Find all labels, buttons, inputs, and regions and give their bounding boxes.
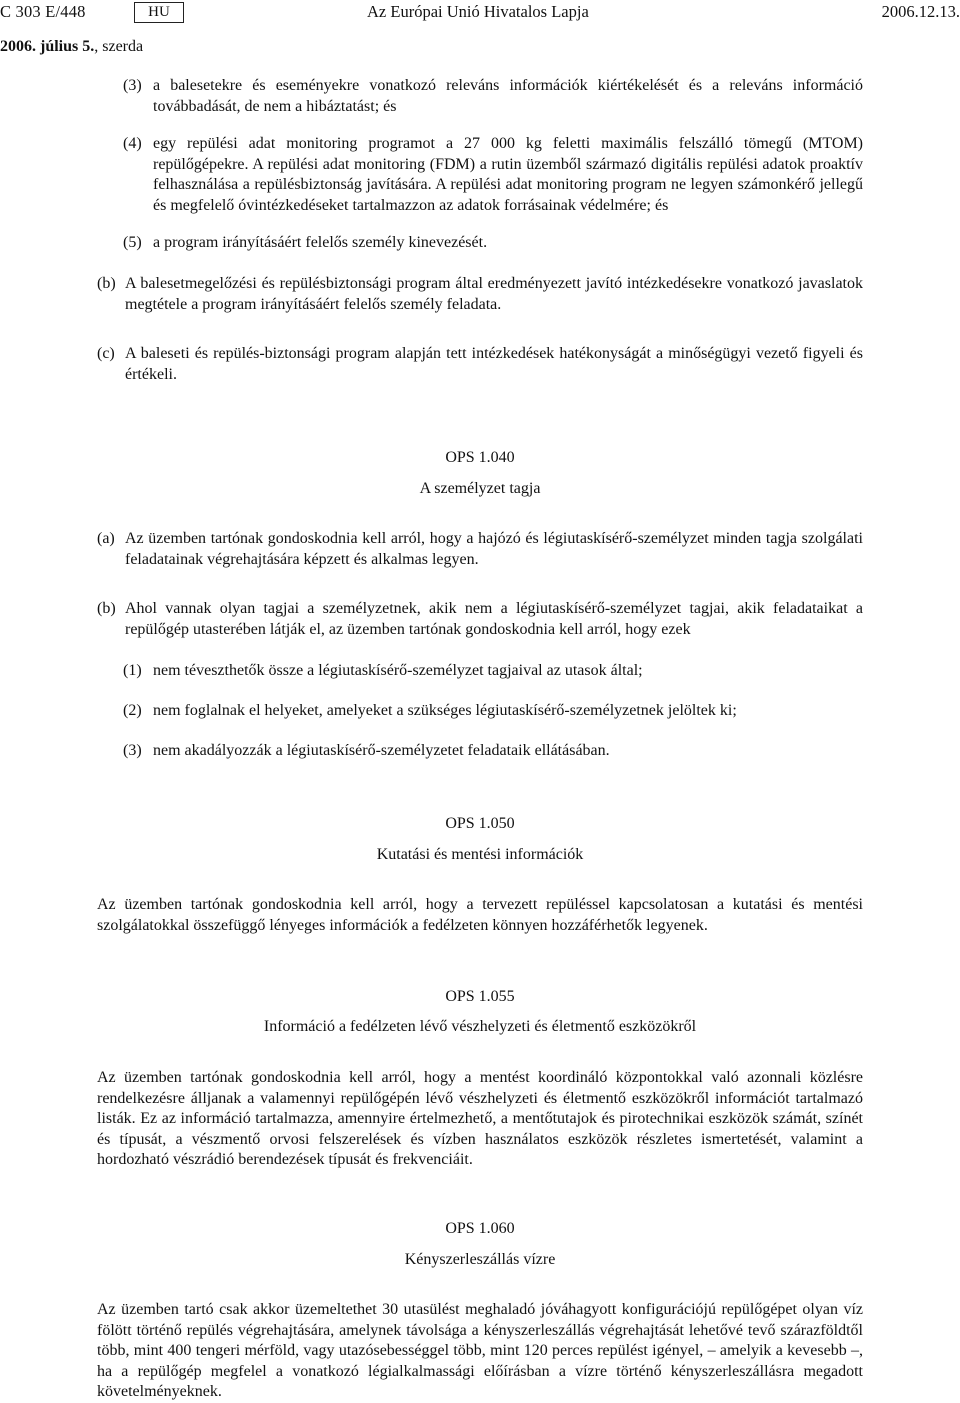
section-code: OPS 1.060 — [445, 1220, 515, 1237]
item-letter: (c) — [97, 345, 115, 362]
list-item — [123, 741, 863, 762]
section-title: Kényszerleszállás vízre — [404, 1251, 556, 1268]
section-code: OPS 1.050 — [445, 815, 515, 832]
list-item — [97, 599, 863, 640]
item-text: nem akadályozzák a légiutaskísérő-személyzetet feladataik ellátásában. — [153, 742, 610, 759]
item-number: (1) — [123, 662, 142, 679]
item-text: egy repülési adat monitoring programot a 27 000 kg feletti maximális felszálló tömegű (MTOM) repülőgépekre. A repülési adat monitoring (FDM) a rutin üzemből származó digitális repülési adatok proaktív felhasználása a repülésbiztonság javítására. A repülési adat monitoring program ne legyen számonkérő jellegű és megfelelő óvintézkedéseket tartalmazzon az adatok forrásainak védelmére; és — [153, 135, 863, 214]
list-item — [123, 134, 863, 216]
list-item — [97, 529, 863, 570]
item-text: A baleseti és repülés-biztonsági program alapján tett intézkedések hatékonyságát a minőségügyi vezető figyeli és értékeli. — [125, 345, 863, 383]
item-text: A balesetmegelőzési és repülésbiztonsági program által eredményezett javító intézkedésekre vonatkozó javaslatok megtétele a program irányításáért felelős személy feladata. — [125, 275, 863, 313]
item-number: (3) — [123, 742, 142, 759]
page-header — [0, 0, 960, 26]
section-code: OPS 1.040 — [445, 449, 515, 466]
section-paragraph: Az üzemben tartónak gondoskodnia kell arról, hogy a tervezett repüléssel kapcsolatosan a kutatási és mentési szolgálatokkal összefüggő lényeges információk a fedélzeten könnyen hozzáférhetők legyenek. — [97, 896, 863, 934]
journal-reference: C 303 E/448 — [0, 2, 86, 21]
section-paragraph: Az üzemben tartónak gondoskodnia kell arról, hogy a mentést koordináló központokkal való azonnali közlésre rendelkezésre álljanak a valamennyi repülőgépén lévő vészhelyzeti és életmentő eszközökről információt tartalmazó listák. Ez az információ tartalmazza, amennyire értelmezhető, a mentőtutajok és pirotechnikai eszközök számát, színét és típusát, a vészmentő orvosi felszerelések és vízben használatos eszközök részletes ismertetését, valamint a hordozható vészrádió berendezések típusát és frekvenciáit. — [97, 1069, 863, 1168]
item-text: nem foglalnak el helyeket, amelyeket a szükséges légiutaskísérő-személyzetnek jelöltek ki; — [153, 702, 737, 719]
item-number: (3) — [123, 77, 142, 94]
list-item — [123, 701, 863, 722]
section-paragraph: Az üzemben tartó csak akkor üzemeltethet 30 utasülést meghaladó jóváhagyott konfigurációjú repülőgépet olyan víz fölött történő repülés végrehajtására, amelynek távolsága a kényszerleszállás végrehajtását lehetővé tevő szárazföldtől több, mint 400 tengeri mérföld, vagy utazósebességgel több, mint 120 perces repülést igényel, – amelyik a kevesebb –, ha a repülőgép megfelel a vonatkozó légialkalmassági előírásban a vízre történő kényszerleszállásra megadott követelményeknek. — [97, 1301, 863, 1400]
section-title: A személyzet tagja — [419, 480, 541, 497]
section-title: Kutatási és mentési információk — [376, 846, 584, 863]
session-date — [0, 38, 143, 56]
item-text: a program irányításáért felelős személy kinevezését. — [153, 234, 488, 251]
item-text: a balesetekre és eseményekre vonatkozó releváns információk kiértékelését és a releváns információ továbbadását, de nem a hibáztatást; és — [153, 77, 863, 115]
list-item — [97, 344, 863, 385]
session-date-bold: 2006. július 5. — [0, 38, 95, 55]
section-code: OPS 1.055 — [445, 988, 515, 1005]
language-code-box: HU — [134, 2, 184, 23]
item-text: Az üzemben tartónak gondoskodnia kell arról, hogy a hajózó és légiutaskísérő-személyzet minden tagja szolgálati feladatainak végrehajtására képzett és alkalmas legyen. — [125, 530, 863, 568]
list-item — [123, 233, 863, 254]
section-title: Információ a fedélzeten lévő vészhelyzeti és életmentő eszközökről — [263, 1018, 697, 1035]
session-day: , szerda — [94, 38, 144, 55]
list-item — [123, 661, 863, 682]
item-number: (5) — [123, 234, 142, 251]
item-text: nem téveszthetők össze a légiutaskísérő-személyzet tagjaival az utasok által; — [153, 662, 643, 679]
item-number: (4) — [123, 135, 142, 152]
item-letter: (b) — [97, 275, 116, 292]
journal-title: Az Európai Unió Hivatalos Lapja — [367, 2, 589, 21]
item-text: Ahol vannak olyan tagjai a személyzetnek, akik nem a légiutaskísérő-személyzet tagjai, akik feladataikat a repülőgép utasterében látják el, az üzemben tartónak gondoskodnia kell arról, hogy ezek — [125, 600, 863, 638]
list-item — [123, 76, 863, 117]
list-item — [97, 274, 863, 315]
publication-date: 2006.12.13. — [881, 2, 960, 21]
item-number: (2) — [123, 702, 142, 719]
item-letter: (b) — [97, 600, 116, 617]
item-letter: (a) — [97, 530, 115, 547]
